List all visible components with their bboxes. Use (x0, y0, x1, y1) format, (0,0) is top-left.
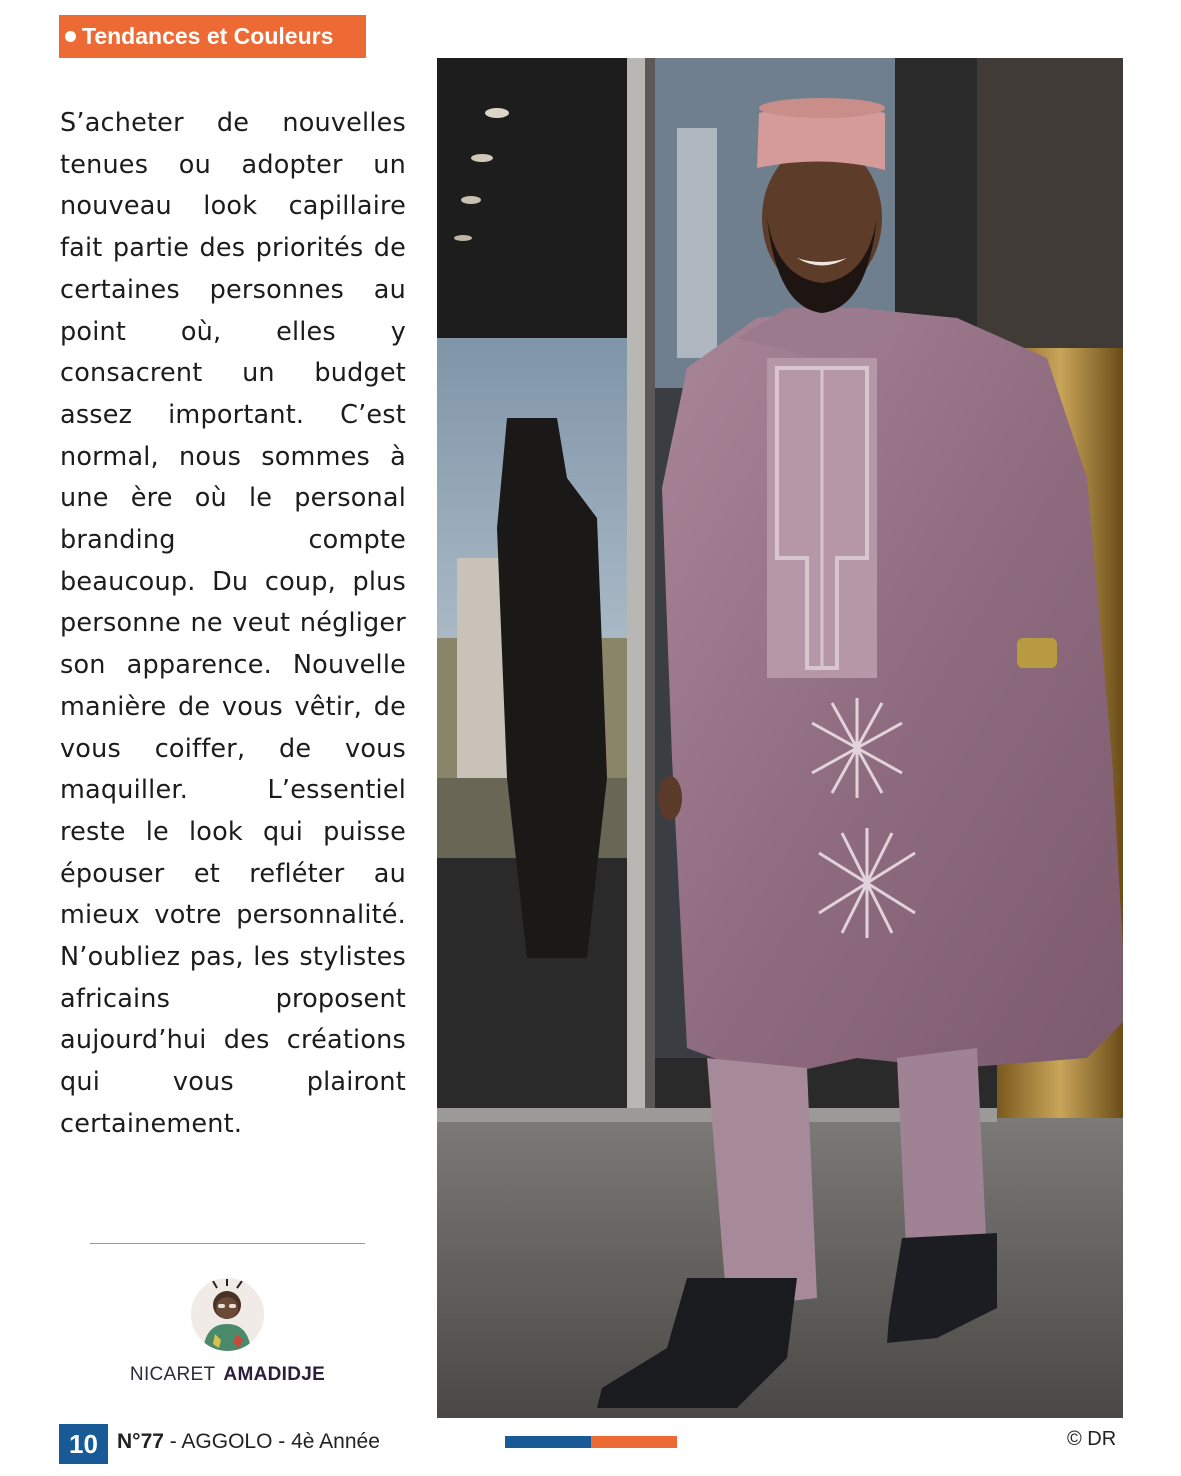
decorative-bar-blue (505, 1436, 591, 1448)
page-number: 10 (59, 1424, 108, 1464)
issue-info (117, 1430, 380, 1454)
author-first-name: NICARET (129, 1364, 216, 1385)
author-avatar (191, 1278, 264, 1351)
issue-number: N°77 (117, 1430, 164, 1453)
divider (90, 1243, 365, 1244)
author-last-name: AMADIDJE (223, 1364, 326, 1385)
photo-credit: © DR (1067, 1428, 1117, 1450)
article-body: S’acheter de nouvelles tenues ou adopter un nouveau look capillaire fait partie des priorités de certaines personnes au point où, elles y consacrent un budget assez important. C’est normal, nous sommes à une ère où le personal branding compte beaucoup. Du coup, plus personne ne veut négliger son apparence. Nouvelle manière de vous vêtir, de vous coiffer, de vous maquiller. L’essentiel reste le look qui puisse épouser et refléter au mieux votre personnalité. N’oubliez pas, les stylistes africains proposent aujourd’hui des créations qui vous plairont certainement. (60, 108, 406, 1139)
issue-title: - AGGOLO - 4è Année (163, 1430, 380, 1453)
section-tag (59, 15, 366, 58)
author-name (60, 1364, 395, 1386)
section-label: Tendances et Couleurs (82, 23, 334, 49)
decorative-bar-orange (591, 1436, 677, 1448)
fashion-photo (437, 58, 1123, 1418)
bullet-dot-icon (65, 31, 76, 42)
